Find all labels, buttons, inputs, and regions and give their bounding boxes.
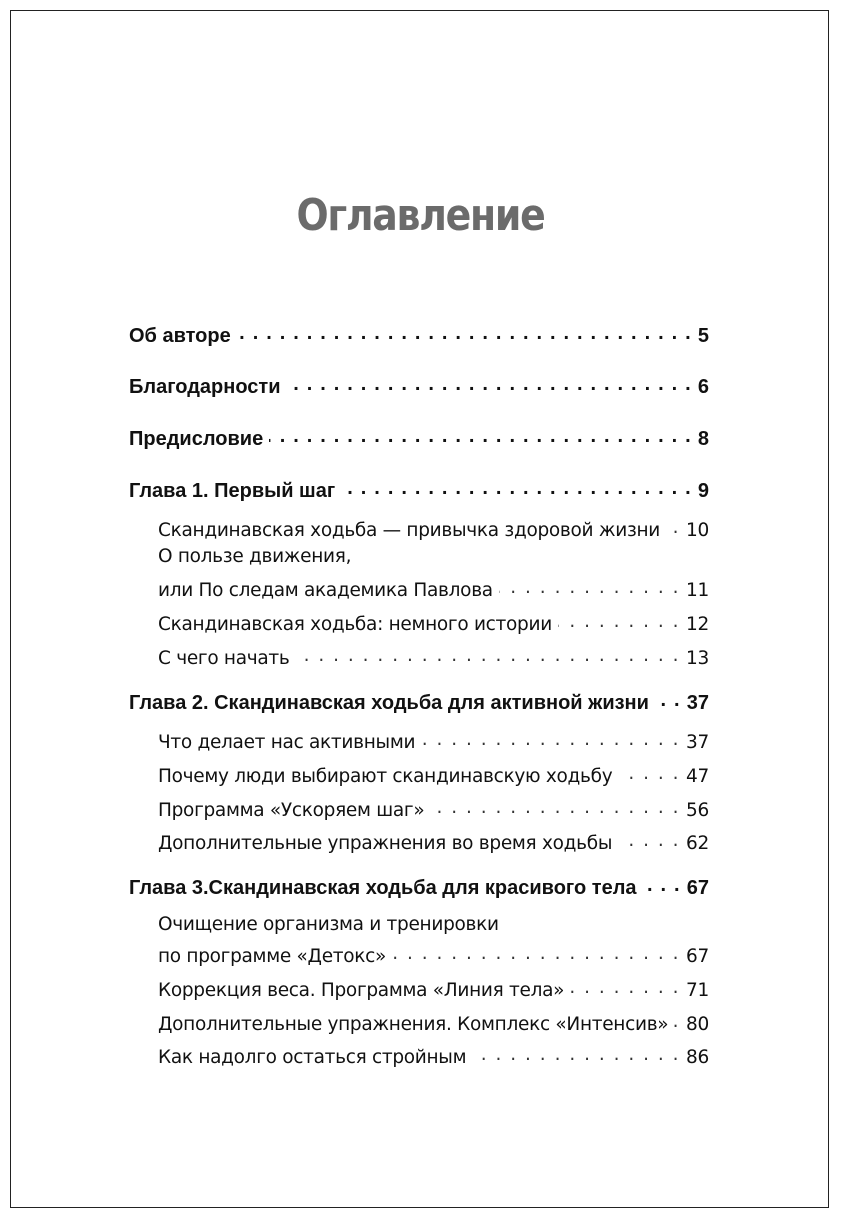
toc-entry-about-author <box>129 322 709 348</box>
toc-entry-label: Предисловие <box>129 428 264 450</box>
toc-entry-page: 12 <box>686 613 709 635</box>
dot-leader <box>674 1011 680 1030</box>
toc-entry-label: Дополнительные упражнения. Комплекс «Интенсив» <box>158 1013 669 1035</box>
toc-entry-page: 5 <box>697 325 709 347</box>
dot-leader <box>570 977 680 996</box>
toc-entry-page: 11 <box>686 579 709 601</box>
dot-leader <box>392 943 680 962</box>
toc-subentry <box>158 517 709 541</box>
dot-leader <box>499 577 680 596</box>
toc-entry-label-line1: О пользе движения, <box>158 546 352 567</box>
toc-entry-label: Глава 2. Скандинавская ходьба для активной жизни <box>129 692 649 714</box>
toc-entry-chapter-1 <box>129 477 709 503</box>
toc-entry-page: 10 <box>686 519 709 541</box>
toc-entry-page: 62 <box>686 832 709 854</box>
toc-entry-page: 37 <box>686 692 709 714</box>
toc-subentry <box>158 577 709 601</box>
toc-entry-label: Скандинавская ходьба — привычка здоровой жизни <box>158 519 661 541</box>
dot-leader <box>421 729 680 748</box>
toc-entry-page: 56 <box>686 799 709 821</box>
dot-leader <box>558 611 680 630</box>
toc-entry-page: 6 <box>697 376 709 398</box>
dot-leader <box>237 322 692 342</box>
toc-subentry <box>158 611 709 635</box>
dot-leader <box>618 763 680 782</box>
toc-entry-label: Что делает нас активными <box>158 731 416 753</box>
toc-entry-preface <box>129 425 709 451</box>
toc-entry-label: по программе «Детокс» <box>158 945 387 967</box>
toc-entry-page: 37 <box>686 731 709 753</box>
toc-subentry <box>158 763 709 787</box>
dot-leader <box>472 1044 680 1063</box>
toc-entry-page: 13 <box>686 647 709 669</box>
toc-subentry <box>158 729 709 753</box>
toc-entry-label-line1: Очищение организма и тренировки <box>158 914 499 935</box>
toc-entry-page: 8 <box>697 428 709 450</box>
toc-entry-label: Глава 1. Первый шаг <box>129 480 336 502</box>
toc-subentry <box>158 1044 709 1068</box>
toc-entry-label: С чего начать <box>158 647 290 669</box>
dot-leader <box>341 477 692 497</box>
toc-entry-label: Почему люди выбирают скандинавскую ходьбу <box>158 765 613 787</box>
toc-subentry <box>158 977 709 1001</box>
toc-entry-label: Дополнительные упражнения во время ходьбы <box>158 832 613 854</box>
toc-entry-acknowledgements <box>129 373 709 399</box>
toc-entry-label: Программа «Ускоряем шаг» <box>158 799 425 821</box>
toc-entry-label: Об авторе <box>129 325 231 347</box>
toc-entry-page: 71 <box>686 979 709 1001</box>
toc-entry-page: 9 <box>697 480 709 502</box>
toc-entry-page: 67 <box>686 877 709 899</box>
toc-entry-page: 86 <box>686 1046 709 1068</box>
page-title: Оглавление <box>296 190 545 241</box>
toc-entry-page: 47 <box>686 765 709 787</box>
dot-leader <box>269 425 692 445</box>
toc-subentry <box>158 943 709 967</box>
dot-leader <box>655 689 681 709</box>
toc-entry-label: Скандинавская ходьба: немного истории <box>158 613 552 635</box>
dot-leader <box>296 645 681 664</box>
toc-subentry <box>158 645 709 669</box>
toc-entry-label: или По следам академика Павлова <box>158 579 493 601</box>
toc-entry-label: Коррекция веса. Программа «Линия тела» <box>158 979 565 1001</box>
dot-leader <box>666 517 680 536</box>
toc-subentry <box>158 1011 709 1035</box>
toc-subentry <box>158 797 709 821</box>
toc-subentry <box>158 830 709 854</box>
dot-leader <box>618 830 680 849</box>
toc-entry-label: Благодарности <box>129 376 281 398</box>
toc-entry-chapter-3 <box>129 874 709 900</box>
toc-entry-chapter-2 <box>129 689 709 715</box>
toc-entry-label: Как надолго остаться стройным <box>158 1046 467 1068</box>
dot-leader <box>430 797 680 816</box>
dot-leader <box>643 874 681 894</box>
toc-entry-page: 67 <box>686 945 709 967</box>
toc-entry-label: Глава 3.Скандинавская ходьба для красивого тела <box>129 877 637 899</box>
toc-entry-page: 80 <box>686 1013 709 1035</box>
dot-leader <box>287 373 692 393</box>
